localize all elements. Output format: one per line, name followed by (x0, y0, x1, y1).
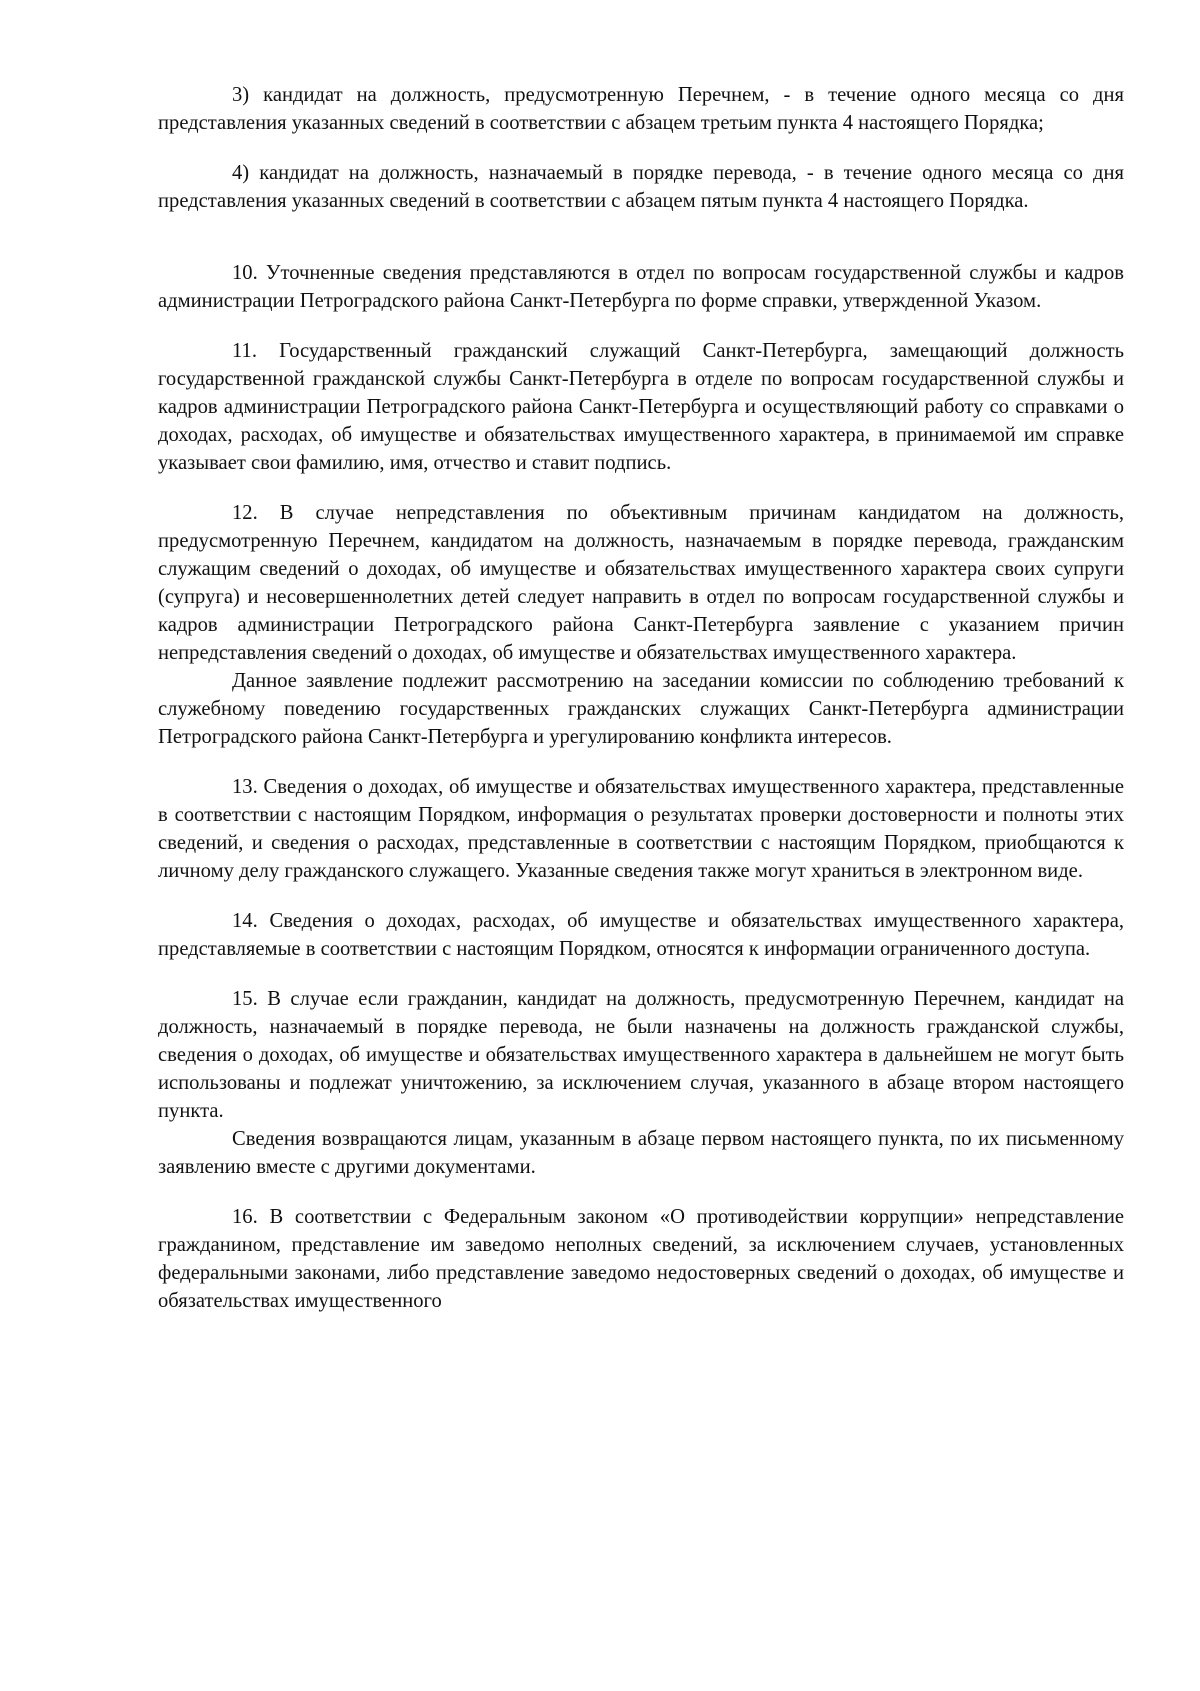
paragraph-item-4: 4) кандидат на должность, назначаемый в порядке перевода, - в течение одного месяца со дня представления указанных сведений в соответствии с абзацем пятым пункта 4 настоящего Порядка. (158, 162, 1124, 212)
paragraph-block-item-3 (158, 81, 1124, 137)
paragraph-block-section-15 (158, 985, 1124, 1181)
paragraph-section-11: 11. Государственный гражданский служащий Санкт-Петербурга, замещающий должность государственной гражданской службы Санкт-Петербурга в отделе по вопросам государственной службы и кадров администрации Петроградского района Санкт-Петербурга и осуществляющий работу со справками о доходах, расходах, об имуществе и обязательствах имущественного характера, в принимаемой им справке указывает свои фамилию, имя, отчество и ставит подпись. (158, 340, 1124, 474)
paragraph-section-14: 14. Сведения о доходах, расходах, об имуществе и обязательствах имущественного характера, представляемые в соответствии с настоящим Порядком, относятся к информации ограниченного доступа. (158, 910, 1124, 960)
document-body (158, 81, 1124, 1337)
paragraph-block-section-13 (158, 773, 1124, 885)
paragraph-block-item-4 (158, 159, 1124, 215)
paragraph-section-16: 16. В соответствии с Федеральным законом «О противодействии коррупции» непредставление гражданином, представление им заведомо неполных сведений, за исключением случаев, установленных федеральными законами, либо представление заведомо недостоверных сведений о доходах, об имуществе и обязательствах имущественного (158, 1206, 1124, 1312)
paragraph-item-3: 3) кандидат на должность, предусмотренную Перечнем, - в течение одного месяца со дня представления указанных сведений в соответствии с абзацем третьим пункта 4 настоящего Порядка; (158, 84, 1124, 134)
paragraph-section-15-b: Сведения возвращаются лицам, указанным в абзаце первом настоящего пункта, по их письменному заявлению вместе с другими документами. (158, 1128, 1124, 1178)
paragraph-section-12-a: 12. В случае непредставления по объективным причинам кандидатом на должность, предусмотренную Перечнем, кандидатом на должность, назначаемым в порядке перевода, гражданским служащим сведений о доходах, об имуществе и обязательствах имущественного характера своих супруги (супруга) и несовершеннолетних детей следует направить в отдел по вопросам государственной службы и кадров администрации Петроградского района Санкт-Петербурга заявление с указанием причин непредставления сведений о доходах, об имуществе и обязательствах имущественного характера. (158, 502, 1124, 664)
paragraph-block-section-10 (158, 259, 1124, 315)
paragraph-section-10: 10. Уточненные сведения представляются в отдел по вопросам государственной службы и кадров администрации Петроградского района Санкт-Петербурга по форме справки, утвержденной Указом. (158, 262, 1124, 312)
paragraph-block-section-11 (158, 337, 1124, 477)
paragraph-section-15-a: 15. В случае если гражданин, кандидат на должность, предусмотренную Перечнем, кандидат на должность, назначаемый в порядке перевода, не были назначены на должность гражданской службы, сведения о доходах, об имуществе и обязательствах имущественного характера в дальнейшем не могут быть использованы и подлежат уничтожению, за исключением случая, указанного в абзаце втором настоящего пункта. (158, 988, 1124, 1122)
paragraph-block-section-16 (158, 1203, 1124, 1315)
paragraph-block-section-12 (158, 499, 1124, 751)
paragraph-section-12-b: Данное заявление подлежит рассмотрению на заседании комиссии по соблюдению требований к служебному поведению государственных гражданских служащих Санкт-Петербурга администрации Петроградского района Санкт-Петербурга и урегулированию конфликта интересов. (158, 670, 1124, 748)
paragraph-block-section-14 (158, 907, 1124, 963)
paragraph-section-13: 13. Сведения о доходах, об имуществе и обязательствах имущественного характера, представленные в соответствии с настоящим Порядком, информация о результатах проверки достоверности и полноты этих сведений, и сведения о расходах, представленные в соответствии с настоящим Порядком, приобщаются к личному делу гражданского служащего. Указанные сведения также могут храниться в электронном виде. (158, 776, 1124, 882)
